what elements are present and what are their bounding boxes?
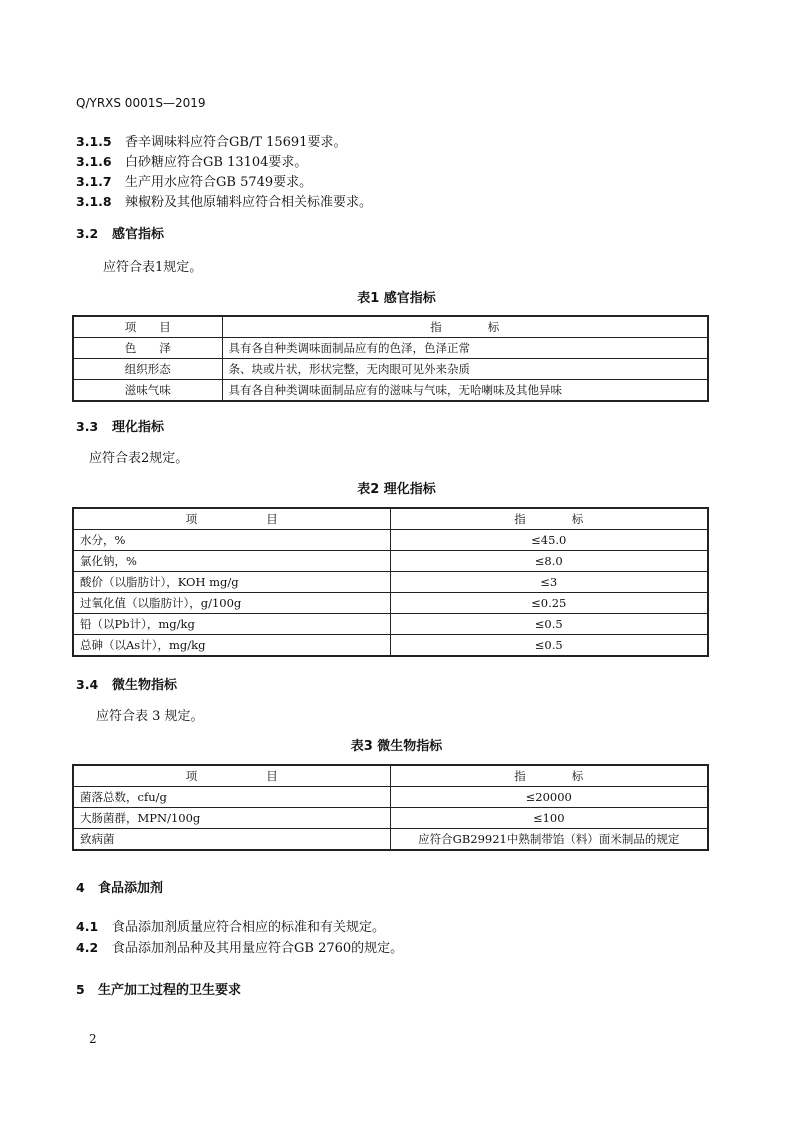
row-item: 铅（以Pb计），mg/kg (73, 614, 390, 635)
document-header: Q/YRXS 0001S—2019 (76, 96, 206, 110)
clause-text: 生产用水应符合GB 5749要求。 (125, 175, 313, 190)
table2-caption: 表2 理化指标 (357, 482, 436, 497)
table-row (73, 551, 708, 572)
clause-number: 3.1.7 (76, 174, 112, 189)
section-number: 3.2 (76, 226, 99, 241)
row-item: 滋味气味 (73, 380, 222, 402)
section-title: 微生物指标 (112, 678, 178, 693)
table1-sensory (72, 315, 709, 402)
row-item: 大肠菌群，MPN/100g (73, 808, 390, 829)
table-row (73, 614, 708, 635)
section-3-4-body: 应符合表 3 规定。 (96, 709, 204, 724)
row-item: 总砷（以As计），mg/kg (73, 635, 390, 657)
table-row (73, 530, 708, 551)
clause-number: 3.1.6 (76, 154, 112, 169)
section-number: 3.4 (76, 677, 99, 692)
section-number: 4 (76, 880, 85, 895)
row-index: 具有各自种类调味面制品应有的色泽，色泽正常 (222, 338, 708, 359)
table-row (73, 359, 708, 380)
clause-3-1-8 (76, 191, 372, 210)
row-index: ≤3 (390, 572, 708, 593)
page-number: 2 (89, 1032, 97, 1046)
row-item: 氯化钠，% (73, 551, 390, 572)
table-header-row (73, 316, 708, 338)
clause-4-2 (76, 937, 403, 956)
table-header-row (73, 765, 708, 787)
clause-number: 3.1.8 (76, 194, 112, 209)
header-cell-item: 项 目 (73, 316, 222, 338)
section-title: 食品添加剂 (98, 881, 164, 896)
clause-text: 辣椒粉及其他原辅料应符合相关标准要求。 (125, 195, 373, 210)
header-cell-index: 指 标 (222, 316, 708, 338)
section-number: 3.3 (76, 419, 99, 434)
clause-3-1-6 (76, 151, 307, 170)
clause-3-1-5 (76, 131, 346, 150)
table-row (73, 808, 708, 829)
clause-text: 香辛调味料应符合GB/T 15691要求。 (125, 135, 347, 150)
table-row (73, 635, 708, 657)
section-3-3-heading (76, 416, 164, 435)
section-4-heading (76, 877, 163, 896)
row-item: 致病菌 (73, 829, 390, 851)
table-header-row (73, 508, 708, 530)
section-title: 生产加工过程的卫生要求 (98, 983, 242, 998)
row-item: 色 泽 (73, 338, 222, 359)
table3-caption: 表3 微生物指标 (350, 739, 443, 754)
section-number: 5 (76, 982, 85, 997)
row-index: ≤20000 (390, 787, 708, 808)
row-index: 具有各自种类调味面制品应有的滋味与气味，无哈喇味及其他异味 (222, 380, 708, 402)
header-cell-index: 指 标 (390, 508, 708, 530)
table-row (73, 380, 708, 402)
header-cell-item: 项 目 (73, 508, 390, 530)
section-title: 感官指标 (112, 227, 165, 242)
clause-4-1 (76, 916, 385, 935)
row-index: 条、块或片状，形状完整，无肉眼可见外来杂质 (222, 359, 708, 380)
row-index: ≤8.0 (390, 551, 708, 572)
row-index: ≤0.5 (390, 614, 708, 635)
row-item: 过氧化值（以脂肪计），g/100g (73, 593, 390, 614)
clause-text: 食品添加剂质量应符合相应的标准和有关规定。 (112, 920, 386, 935)
clause-number: 4.2 (76, 940, 99, 955)
section-title: 理化指标 (112, 420, 165, 435)
header-cell-index: 指 标 (390, 765, 708, 787)
clause-text: 食品添加剂品种及其用量应符合GB 2760的规定。 (112, 941, 404, 956)
table-row (73, 593, 708, 614)
row-item: 酸价（以脂肪计），KOH mg/g (73, 572, 390, 593)
section-5-heading (76, 979, 241, 998)
row-index: ≤0.25 (390, 593, 708, 614)
section-3-3-body: 应符合表2规定。 (89, 451, 189, 466)
table-row (73, 338, 708, 359)
row-index: ≤100 (390, 808, 708, 829)
section-3-4-heading (76, 674, 177, 693)
row-index: ≤0.5 (390, 635, 708, 657)
table1-caption: 表1 感官指标 (357, 291, 436, 306)
row-item: 水分，% (73, 530, 390, 551)
section-3-2-heading (76, 223, 164, 242)
row-index: ≤45.0 (390, 530, 708, 551)
table-row (73, 787, 708, 808)
table2-physicochemical (72, 507, 709, 657)
row-index: 应符合GB29921中熟制带馅（料）面米制品的规定 (390, 829, 708, 851)
table-row (73, 829, 708, 851)
table-row (73, 572, 708, 593)
clause-3-1-7 (76, 171, 312, 190)
clause-text: 白砂糖应符合GB 13104要求。 (125, 155, 308, 170)
row-item: 菌落总数，cfu/g (73, 787, 390, 808)
clause-number: 3.1.5 (76, 134, 112, 149)
header-cell-item: 项 目 (73, 765, 390, 787)
row-item: 组织形态 (73, 359, 222, 380)
clause-number: 4.1 (76, 919, 99, 934)
section-3-2-body: 应符合表1规定。 (103, 260, 203, 275)
table3-microbiological (72, 764, 709, 851)
